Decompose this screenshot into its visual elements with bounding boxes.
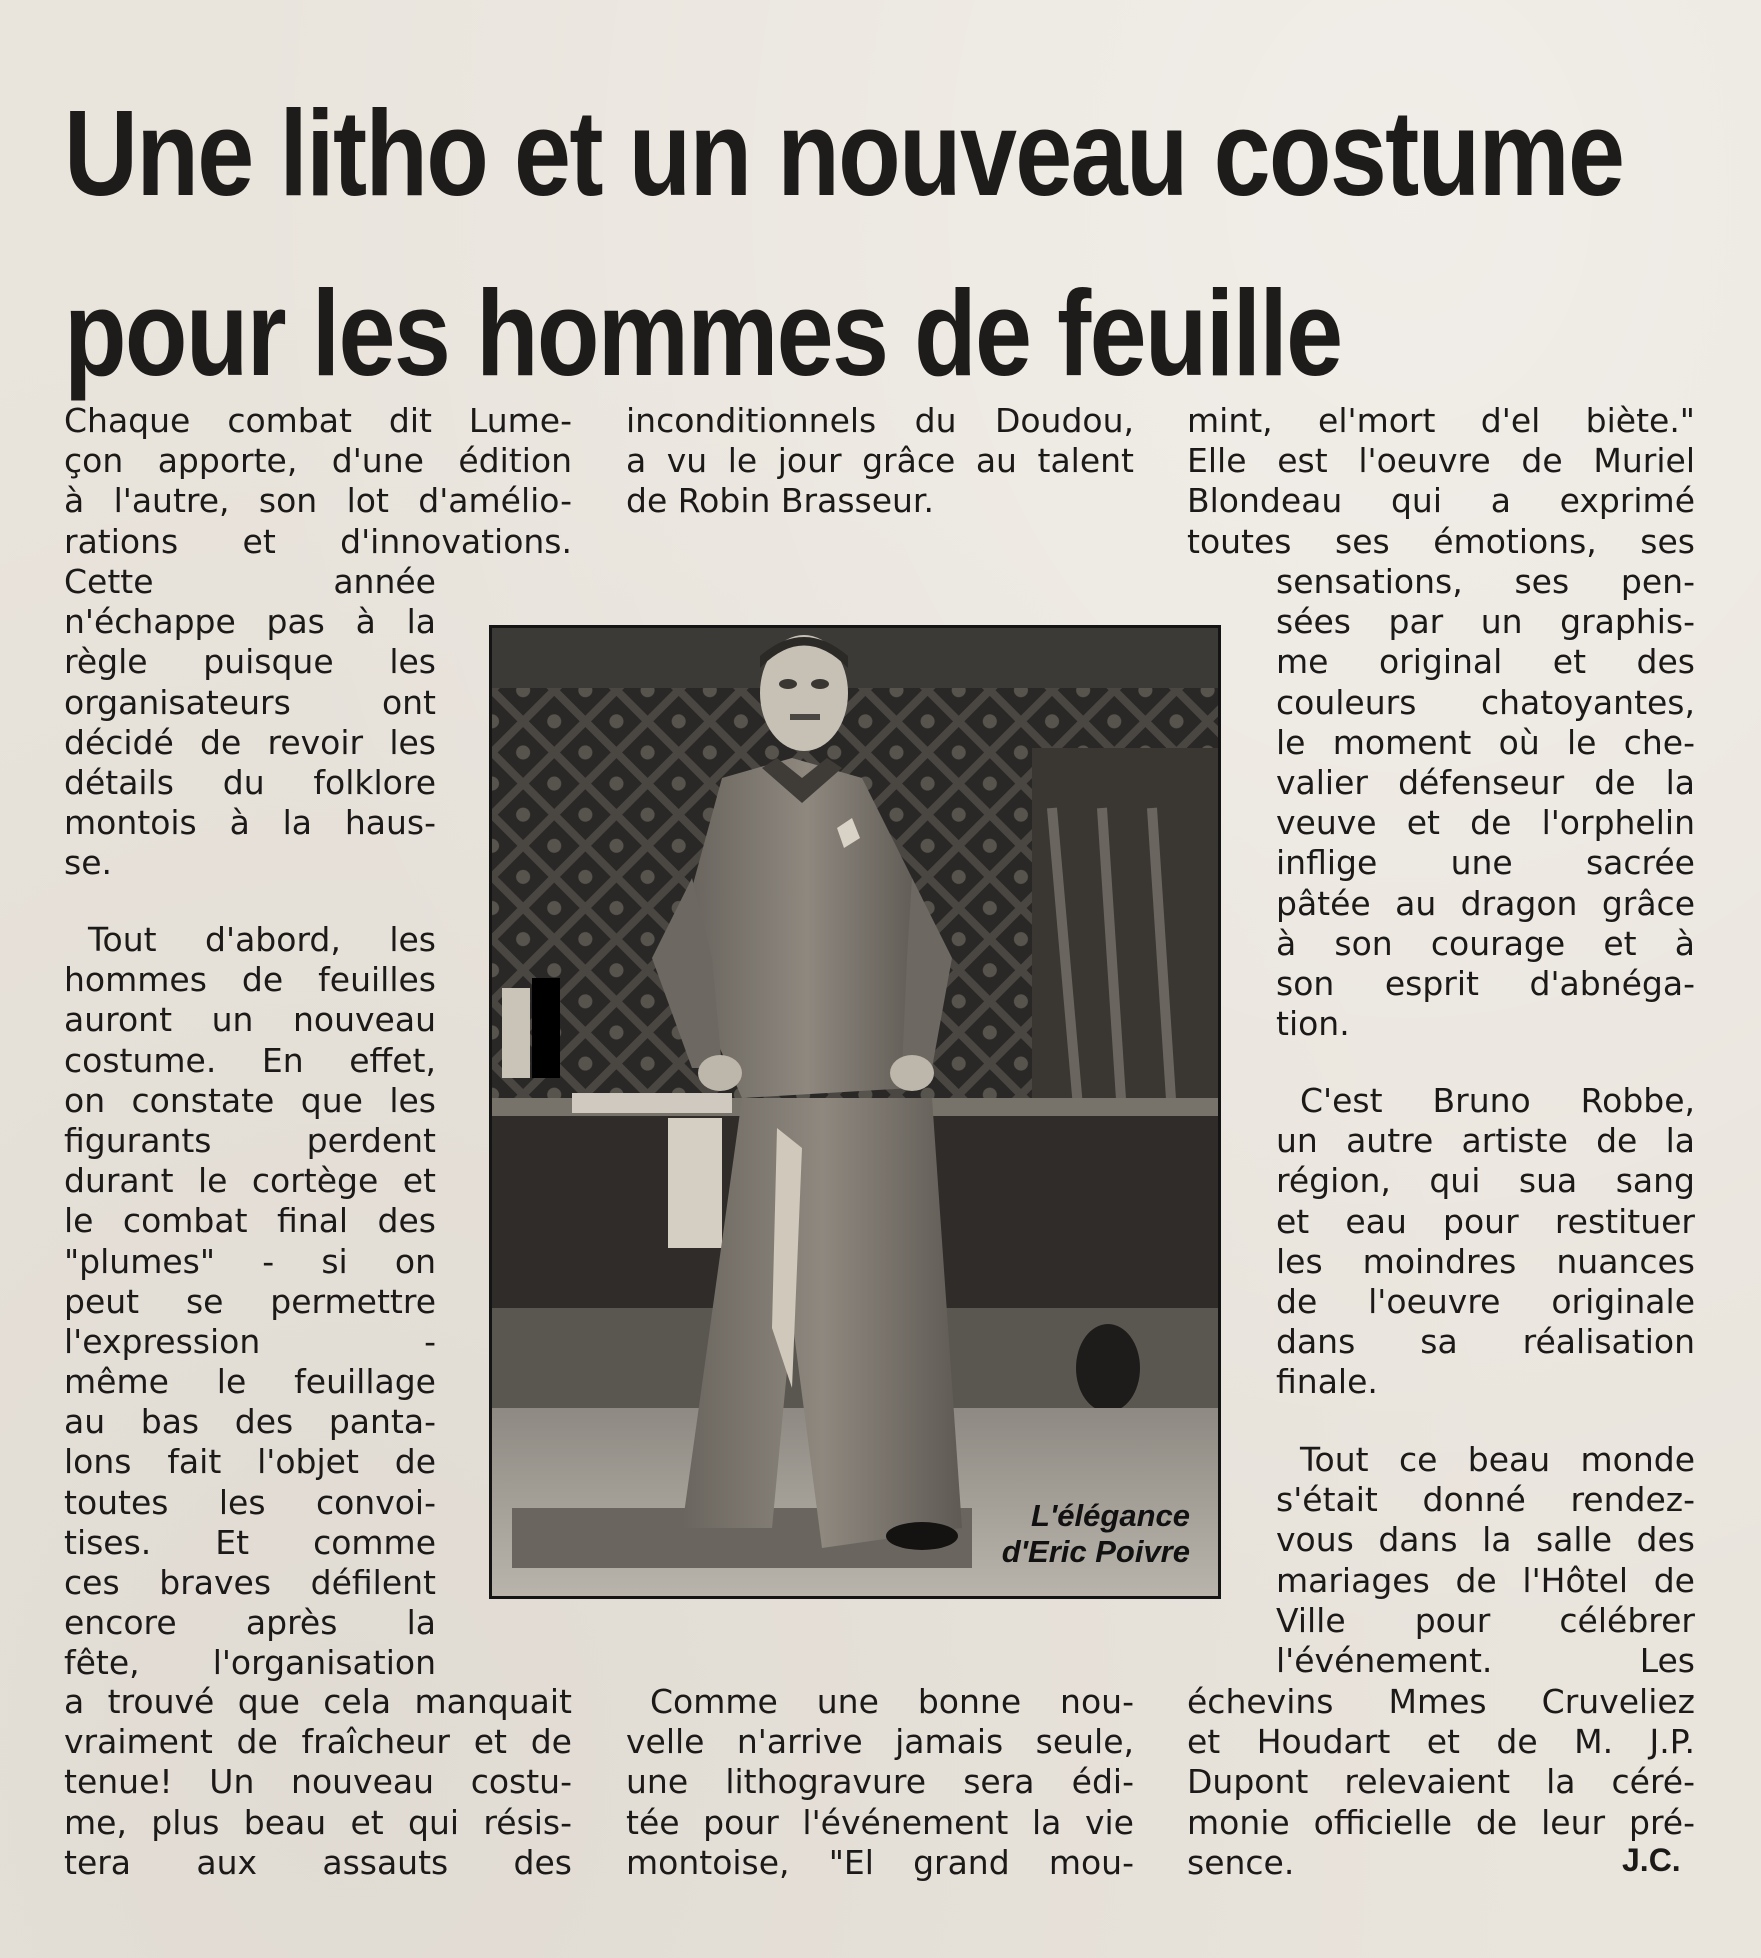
body-line: inconditionnels du Doudou, (626, 401, 1134, 440)
body-line: veuve et de l'orphelin (1276, 803, 1695, 843)
body-line: me original et des (1276, 642, 1695, 682)
body-line: Comme une bonne nou- (650, 1682, 1134, 1721)
body-line: C'est Bruno Robbe, (1300, 1081, 1695, 1120)
body-line: inflige une sacrée (1276, 843, 1695, 883)
body-line: fête, l'organisation (64, 1643, 436, 1683)
column-1-top (64, 401, 572, 562)
body-line: son esprit d'abnéga- (1276, 963, 1695, 1003)
body-line: mariages de l'Hôtel de (1276, 1560, 1695, 1600)
photo-man-in-costume (492, 628, 1218, 1596)
column-3-top (1187, 401, 1695, 562)
body-line: Dupont relevaient la céré- (1187, 1762, 1695, 1802)
body-line: même le feuillage (64, 1362, 436, 1402)
body-line: me, plus beau et qui résis- (64, 1802, 572, 1842)
body-line: Chaque combat dit Lume- (64, 401, 572, 440)
photo-figure (489, 625, 1221, 1599)
body-line: Blondeau qui a exprimé (1187, 481, 1695, 521)
body-line: Tout d'abord, les (88, 920, 436, 959)
body-line: velle n'arrive jamais seule, (626, 1722, 1134, 1762)
body-line: rations et d'innovations. (64, 521, 572, 561)
body-line: l'expression - (64, 1321, 436, 1361)
body-line: montoise, "El grand mou- (626, 1842, 1134, 1882)
body-line: peut se permettre (64, 1281, 436, 1321)
body-line: le moment où le che- (1276, 722, 1695, 762)
body-line: tenue! Un nouveau costu- (64, 1762, 572, 1802)
body-line: une lithogravure sera édi- (626, 1762, 1134, 1802)
body-line: dans sa réalisation (1276, 1322, 1695, 1362)
body-line: n'échappe pas à la (64, 602, 436, 642)
body-line: hommes de feuilles (64, 960, 436, 1000)
body-line: et eau pour restituer (1276, 1201, 1695, 1241)
caption-line-2: d'Eric Poivre (1001, 1534, 1190, 1569)
body-line: les moindres nuances (1276, 1241, 1695, 1281)
body-line: de Robin Brasseur. (626, 481, 934, 521)
body-line: encore après la (64, 1603, 436, 1643)
column-2-top (626, 401, 1134, 522)
body-line: vous dans la salle des (1276, 1520, 1695, 1560)
column-3-bottom (1187, 1682, 1695, 1883)
body-line: et Houdart et de M. J.P. (1187, 1722, 1695, 1762)
body-line: Tout ce beau monde (1300, 1440, 1695, 1479)
body-line: vraiment de fraîcheur et de (64, 1722, 572, 1762)
body-line: "plumes" - si on (64, 1241, 436, 1281)
body-line: Ville pour célébrer (1276, 1600, 1695, 1640)
body-line: tera aux assauts des (64, 1842, 572, 1882)
column-3-narrow-c (1276, 1440, 1695, 1681)
body-line: çon apporte, d'une édition (64, 441, 572, 481)
body-line: échevins Mmes Cruveliez (1187, 1682, 1695, 1721)
body-line: couleurs chatoyantes, (1276, 682, 1695, 722)
body-line: sées par un graphis- (1276, 602, 1695, 642)
body-line: costume. En effet, (64, 1040, 436, 1080)
body-line: détails du folklore (64, 762, 436, 802)
body-line: l'événement. Les (1276, 1640, 1695, 1680)
body-line: au bas des panta- (64, 1402, 436, 1442)
body-line: pâtée au dragon grâce (1276, 883, 1695, 923)
body-line: sence. (1187, 1842, 1295, 1882)
headline-line-1: Une litho et un nouveau costume (64, 85, 1624, 221)
body-line: tée pour l'événement la vie (626, 1802, 1134, 1842)
body-line: on constate que les (64, 1080, 436, 1120)
column-1-narrow-a (64, 562, 436, 884)
body-line: durant le cortège et (64, 1161, 436, 1201)
body-line: organisateurs ont (64, 682, 436, 722)
body-line: mint, el'mort d'el biète." (1187, 401, 1695, 440)
column-2-bottom (626, 1682, 1134, 1883)
body-line: montois à la haus- (64, 803, 436, 843)
body-line: de l'oeuvre originale (1276, 1281, 1695, 1321)
body-line: finale. (1276, 1362, 1378, 1402)
body-line: toutes ses émotions, ses (1187, 521, 1695, 561)
body-line: auront un nouveau (64, 1000, 436, 1040)
body-line: toutes les convoi- (64, 1482, 436, 1522)
body-line: un autre artiste de la (1276, 1121, 1695, 1161)
body-line: tises. Et comme (64, 1522, 436, 1562)
body-line: Cette année (64, 562, 436, 601)
body-line: sensations, ses pen- (1276, 562, 1695, 601)
body-line: tion. (1276, 1004, 1350, 1044)
column-1-narrow-b (64, 920, 436, 1684)
body-line: se. (64, 843, 112, 883)
body-line: région, qui sua sang (1276, 1161, 1695, 1201)
headline-line-2: pour les hommes de feuille (64, 265, 1342, 401)
body-line: a trouvé que cela manquait (64, 1682, 572, 1721)
column-1-bottom (64, 1682, 572, 1883)
body-line: valier défenseur de la (1276, 762, 1695, 802)
body-line: Elle est l'oeuvre de Muriel (1187, 441, 1695, 481)
author-signature: J.C. (1622, 1842, 1681, 1878)
caption-line-1: L'élégance (1031, 1498, 1190, 1533)
body-line: figurants perdent (64, 1120, 436, 1160)
body-line: monie officielle de leur pré- (1187, 1802, 1695, 1842)
body-line: décidé de revoir les (64, 722, 436, 762)
body-line: a vu le jour grâce au talent (626, 441, 1134, 481)
body-line: règle puisque les (64, 642, 436, 682)
photo-caption (1002, 1498, 1190, 1570)
body-line: ces braves défilent (64, 1563, 436, 1602)
column-3-narrow-a (1276, 562, 1695, 1044)
body-line: le combat final des (64, 1201, 436, 1241)
body-line: à l'autre, son lot d'amélio- (64, 481, 572, 521)
body-line: s'était donné rendez- (1276, 1480, 1695, 1520)
body-line: lons fait l'objet de (64, 1442, 436, 1482)
column-3-narrow-b (1276, 1081, 1695, 1403)
body-line: à son courage et à (1276, 923, 1695, 963)
